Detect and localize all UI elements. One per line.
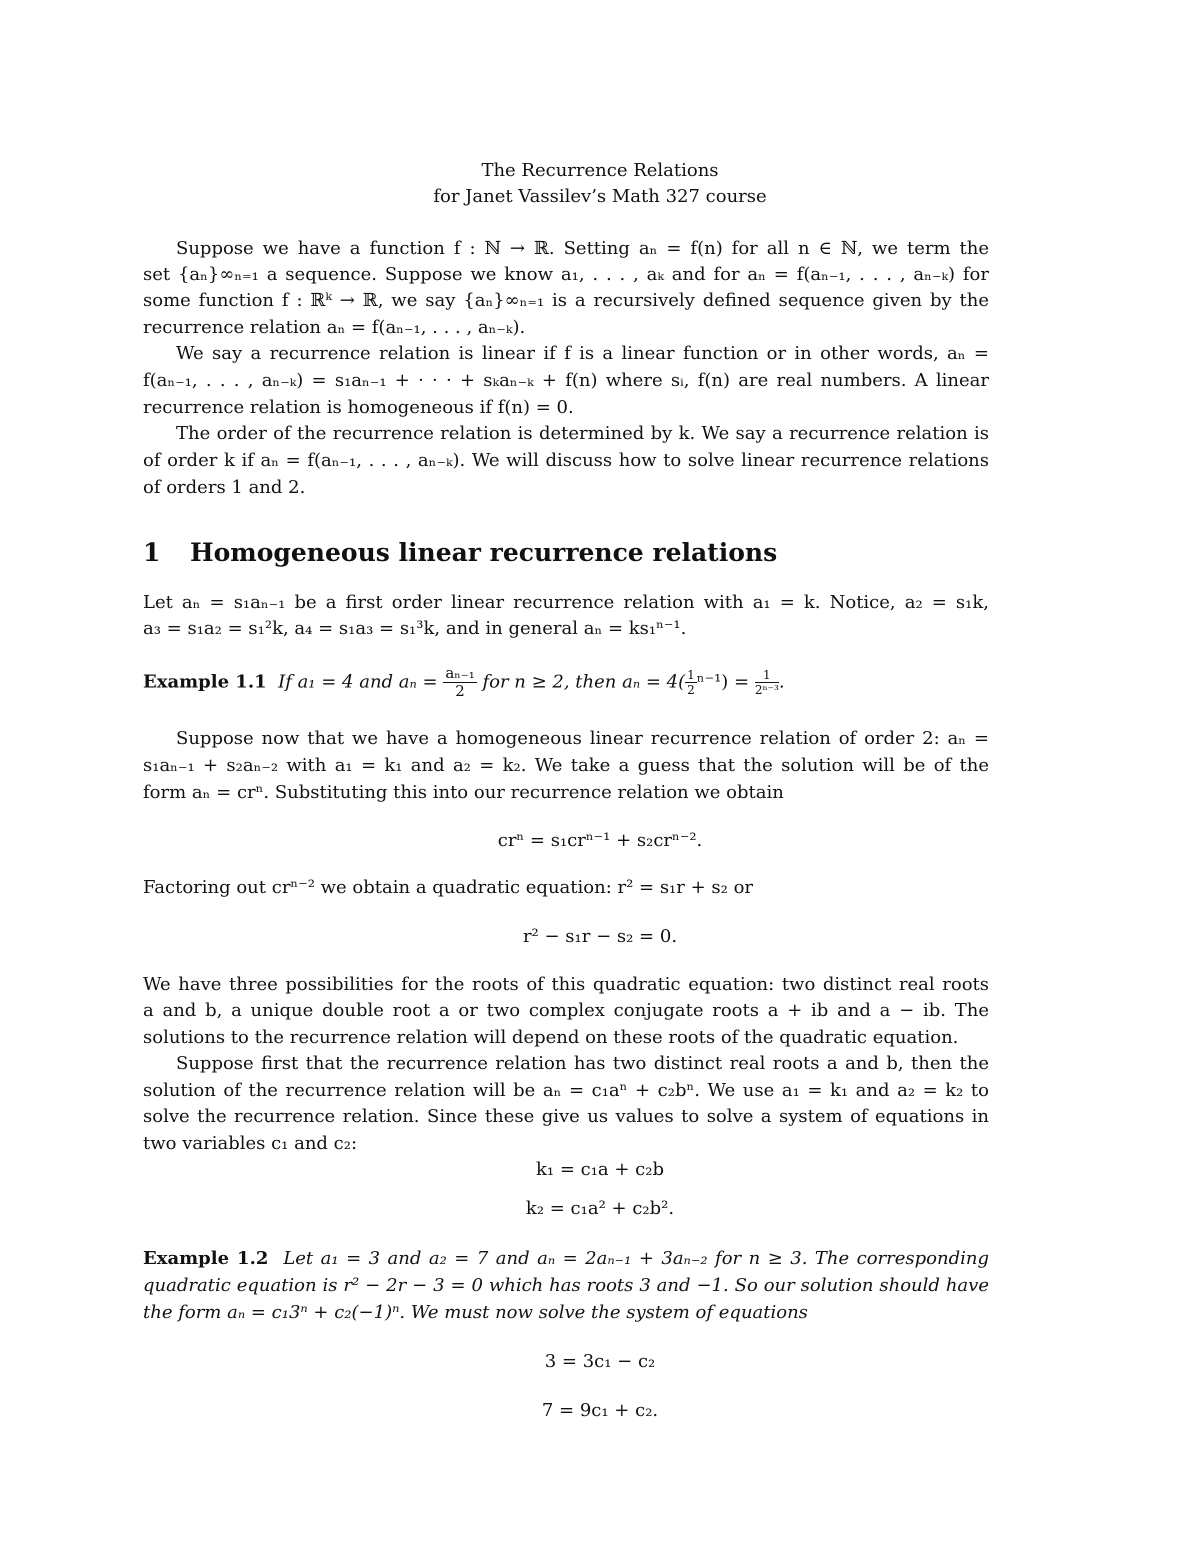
section-number: 1 (143, 538, 161, 567)
equation-cr-n: crⁿ = s₁crⁿ⁻¹ + s₂crⁿ⁻². (497, 830, 703, 851)
system-2-eq-1: 3 = 3c₁ − c₂ (544, 1351, 656, 1372)
intro-line-2: set {aₙ}∞ₙ₌₁ a sequence. Suppose we know a₁, . . . , aₖ and for aₙ = f(aₙ₋₁, . . . , aₙ₋ₖ) for (143, 264, 989, 285)
fraction-a-n-minus-1-over-2: $\frac{\text{aₙ₋₁}}{2}$ (445, 664, 475, 700)
example-1-2-line-1: Example 1.2 Let a₁ = 3 and a₂ = 7 and aₙ = 2aₙ₋₁ + 3aₙ₋₂ for n ≥ 3. The corresponding (143, 1248, 989, 1269)
roots-line-3: solutions to the recurrence relation will depend on these roots of the quadratic equation. (143, 1027, 959, 1048)
example-1-2-line-2: quadratic equation is r² − 2r − 3 = 0 which has roots 3 and −1. So our solution should have (143, 1275, 989, 1296)
system-2-eq-2: 7 = 9c₁ + c₂. (541, 1400, 659, 1421)
first-order-line-2: a₃ = s₁a₂ = s₁²k, a₄ = s₁a₃ = s₁³k, and in general aₙ = ks₁ⁿ⁻¹. (143, 618, 687, 639)
roots-line-1: We have three possibilities for the roots of this quadratic equation: two distinct real roots (143, 974, 989, 995)
example-1-1-text-c: ⁿ⁻¹) = (696, 671, 750, 693)
intro-line-5: We say a recurrence relation is linear if f is a linear function or in other words, aₙ = (176, 343, 989, 364)
roots-line-4: Suppose first that the recurrence relation has two distinct real roots a and b, then the (176, 1053, 989, 1074)
intro-line-8: The order of the recurrence relation is determined by k. We say a recurrence relation is (176, 423, 989, 444)
system-1-eq-2: k₂ = c₁a² + c₂b². (525, 1198, 675, 1219)
roots-line-2: a and b, a unique double root a or two complex conjugate roots a + ib and a − ib. The (143, 1000, 989, 1021)
intro-line-10: of orders 1 and 2. (143, 477, 306, 498)
intro-line-4: recurrence relation aₙ = f(aₙ₋₁, . . . , aₙ₋ₖ). (143, 317, 526, 338)
title-line-2: for Janet Vassilev’s Math 327 course (433, 186, 767, 207)
title-line-1: The Recurrence Relations (481, 160, 719, 181)
example-1-2-line-3: the form aₙ = c₁3ⁿ + c₂(−1)ⁿ. We must now solve the system of equations (143, 1302, 808, 1323)
fraction-one-half: $\frac{1}{2}$ (687, 668, 695, 697)
intro-line-7: recurrence relation is homogeneous if f(n) = 0. (143, 397, 574, 418)
intro-line-9: of order k if aₙ = f(aₙ₋₁, . . . , aₙ₋ₖ). We will discuss how to solve linear recurrence relations (143, 450, 989, 471)
intro-line-3: some function f : ℝᵏ → ℝ, we say {aₙ}∞ₙ₌₁ is a recursively defined sequence given by the (143, 290, 989, 311)
section-heading (143, 538, 777, 567)
example-1-1-label: Example 1.1 (143, 671, 267, 693)
example-1-2-label: Example 1.2 (143, 1248, 269, 1269)
example-1-1: Example 1.1 If a₁ = 4 and aₙ = $\frac{\text{aₙ₋₁}}{2}$ for n ≥ 2, then aₙ = 4( $\frac{1}{2}$ ⁿ⁻¹) = $\frac{1}{\text{2ⁿ⁻³}}$ . (143, 664, 785, 700)
equation-quadratic: r² − s₁r − s₂ = 0. (522, 926, 678, 947)
fraction-result: $\frac{1}{\text{2ⁿ⁻³}}$ (754, 668, 779, 697)
roots-line-7: two variables c₁ and c₂: (143, 1133, 358, 1154)
intro-line-6: f(aₙ₋₁, . . . , aₙ₋ₖ) = s₁aₙ₋₁ + · · · + sₖaₙ₋ₖ + f(n) where sᵢ, f(n) are real numbers. A linear (143, 370, 989, 391)
system-1-eq-1: k₁ = c₁a + c₂b (535, 1159, 665, 1180)
roots-line-6: solve the recurrence relation. Since these give us values to solve a system of equations in (143, 1106, 989, 1127)
second-order-line-3: form aₙ = crⁿ. Substituting this into our recurrence relation we obtain (143, 782, 784, 803)
section-title: Homogeneous linear recurrence relations (190, 538, 778, 567)
first-order-line-1: Let aₙ = s₁aₙ₋₁ be a first order linear recurrence relation with a₁ = k. Notice, a₂ = s₁k, (143, 592, 989, 613)
example-1-1-text-b: for n ≥ 2, then aₙ = 4( (482, 671, 686, 693)
roots-line-5: solution of the recurrence relation will be aₙ = c₁aⁿ + c₂bⁿ. We use a₁ = k₁ and a₂ = k₂ to (143, 1080, 989, 1101)
second-order-line-1: Suppose now that we have a homogeneous linear recurrence relation of order 2: aₙ = (176, 728, 989, 749)
factoring-line: Factoring out crⁿ⁻² we obtain a quadratic equation: r² = s₁r + s₂ or (143, 877, 754, 898)
second-order-line-2: s₁aₙ₋₁ + s₂aₙ₋₂ with a₁ = k₁ and a₂ = k₂. We take a guess that the solution will be of the (143, 755, 989, 776)
example-1-1-text-a: If a₁ = 4 and aₙ = (278, 671, 438, 693)
intro-line-1: Suppose we have a function f : ℕ → ℝ. Setting aₙ = f(n) for all n ∈ ℕ, we term the (176, 238, 989, 259)
